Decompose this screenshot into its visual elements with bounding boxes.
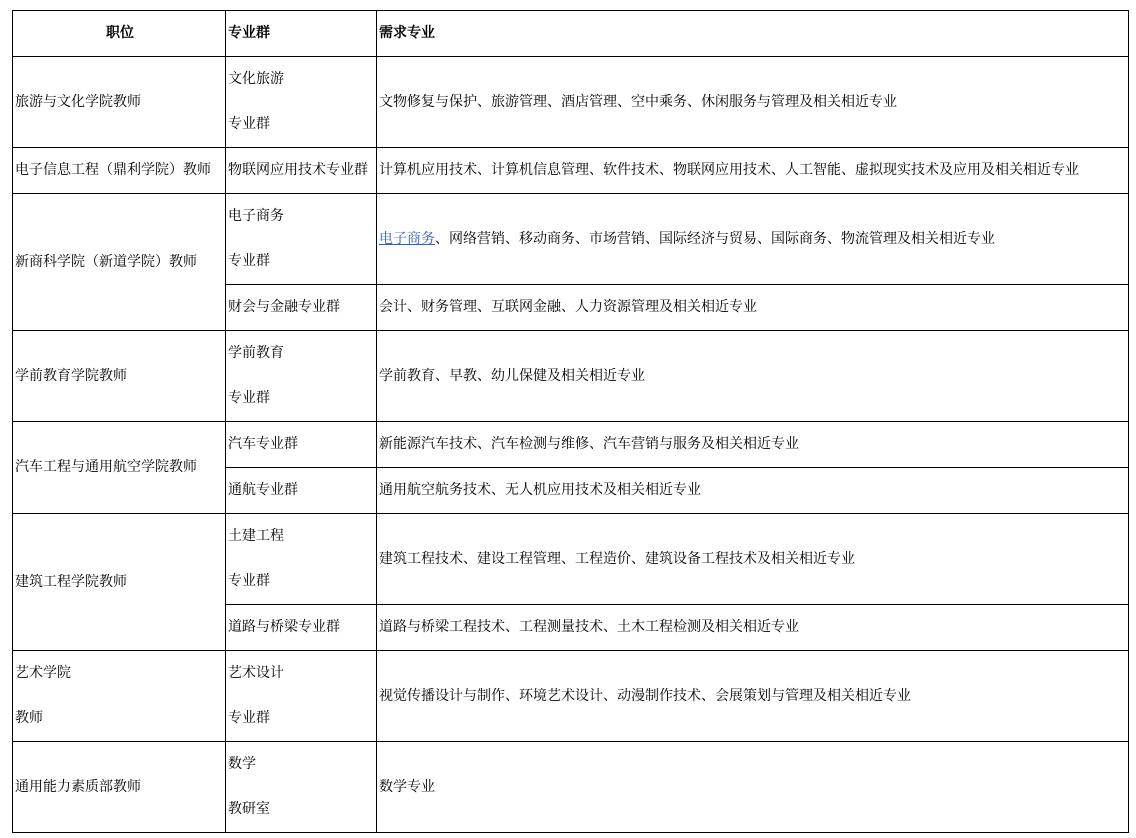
group-cell: 汽车专业群 [226,422,377,468]
major-cell [377,194,1129,285]
table-row [13,651,1129,742]
group-cell [226,742,377,833]
group-line: 土建工程 [228,528,284,544]
major-cell: 视觉传播设计与制作、环境艺术设计、动漫制作技术、会展策划与管理及相关相近专业 [377,651,1129,742]
group-line: 学前教育 [228,345,284,361]
major-cell: 新能源汽车技术、汽车检测与维修、汽车营销与服务及相关相近专业 [377,422,1129,468]
major-cell: 建筑工程技术、建设工程管理、工程造价、建筑设备工程技术及相关相近专业 [377,514,1129,605]
table-row [13,514,1129,605]
major-cell: 文物修复与保护、旅游管理、酒店管理、空中乘务、休闲服务与管理及相关相近专业 [377,57,1129,148]
group-cell: 物联网应用技术专业群 [226,148,377,194]
position-cell: 新商科学院（新道学院）教师 [13,194,226,331]
group-line: 专业群 [228,253,270,269]
group-line: 专业群 [228,390,270,406]
position-line: 艺术学院 [15,665,71,681]
position-cell: 旅游与文化学院教师 [13,57,226,148]
position-cell: 通用能力素质部教师 [13,742,226,833]
group-cell [226,651,377,742]
table-row [13,194,1129,285]
table-row [13,148,1129,194]
group-line: 电子商务 [228,208,284,224]
position-cell [13,651,226,742]
major-text: 、网络营销、移动商务、市场营销、国际经济与贸易、国际商务、物流管理及相关相近专业 [435,230,995,247]
header-group: 专业群 [226,11,377,57]
group-cell: 道路与桥梁专业群 [226,605,377,651]
group-line: 专业群 [228,116,270,132]
group-cell: 通航专业群 [226,468,377,514]
group-cell [226,514,377,605]
ecommerce-link[interactable]: 电子商务 [379,230,435,247]
recruitment-table [12,10,1129,833]
group-cell [226,194,377,285]
table-row [13,57,1129,148]
major-cell: 道路与桥梁工程技术、工程测量技术、土木工程检测及相关相近专业 [377,605,1129,651]
group-line: 文化旅游 [228,71,284,87]
group-line: 数学 [228,756,256,772]
group-cell [226,57,377,148]
table-header-row [13,11,1129,57]
header-position: 职位 [13,11,226,57]
group-cell: 财会与金融专业群 [226,285,377,331]
group-line: 专业群 [228,710,270,726]
position-cell: 电子信息工程（鼎利学院）教师 [13,148,226,194]
position-cell: 汽车工程与通用航空学院教师 [13,422,226,514]
major-cell: 学前教育、早教、幼儿保健及相关相近专业 [377,331,1129,422]
position-cell: 建筑工程学院教师 [13,514,226,651]
major-cell: 会计、财务管理、互联网金融、人力资源管理及相关相近专业 [377,285,1129,331]
group-cell [226,331,377,422]
header-major: 需求专业 [377,11,1129,57]
table-row [13,742,1129,833]
position-cell: 学前教育学院教师 [13,331,226,422]
group-line: 艺术设计 [228,665,284,681]
major-cell: 计算机应用技术、计算机信息管理、软件技术、物联网应用技术、人工智能、虚拟现实技术及应用及相关相近专业 [377,148,1129,194]
position-line: 教师 [15,710,43,726]
group-line: 教研室 [228,801,270,817]
table-row [13,331,1129,422]
major-cell: 数学专业 [377,742,1129,833]
group-line: 专业群 [228,573,270,589]
major-cell: 通用航空航务技术、无人机应用技术及相关相近专业 [377,468,1129,514]
table-row [13,422,1129,468]
